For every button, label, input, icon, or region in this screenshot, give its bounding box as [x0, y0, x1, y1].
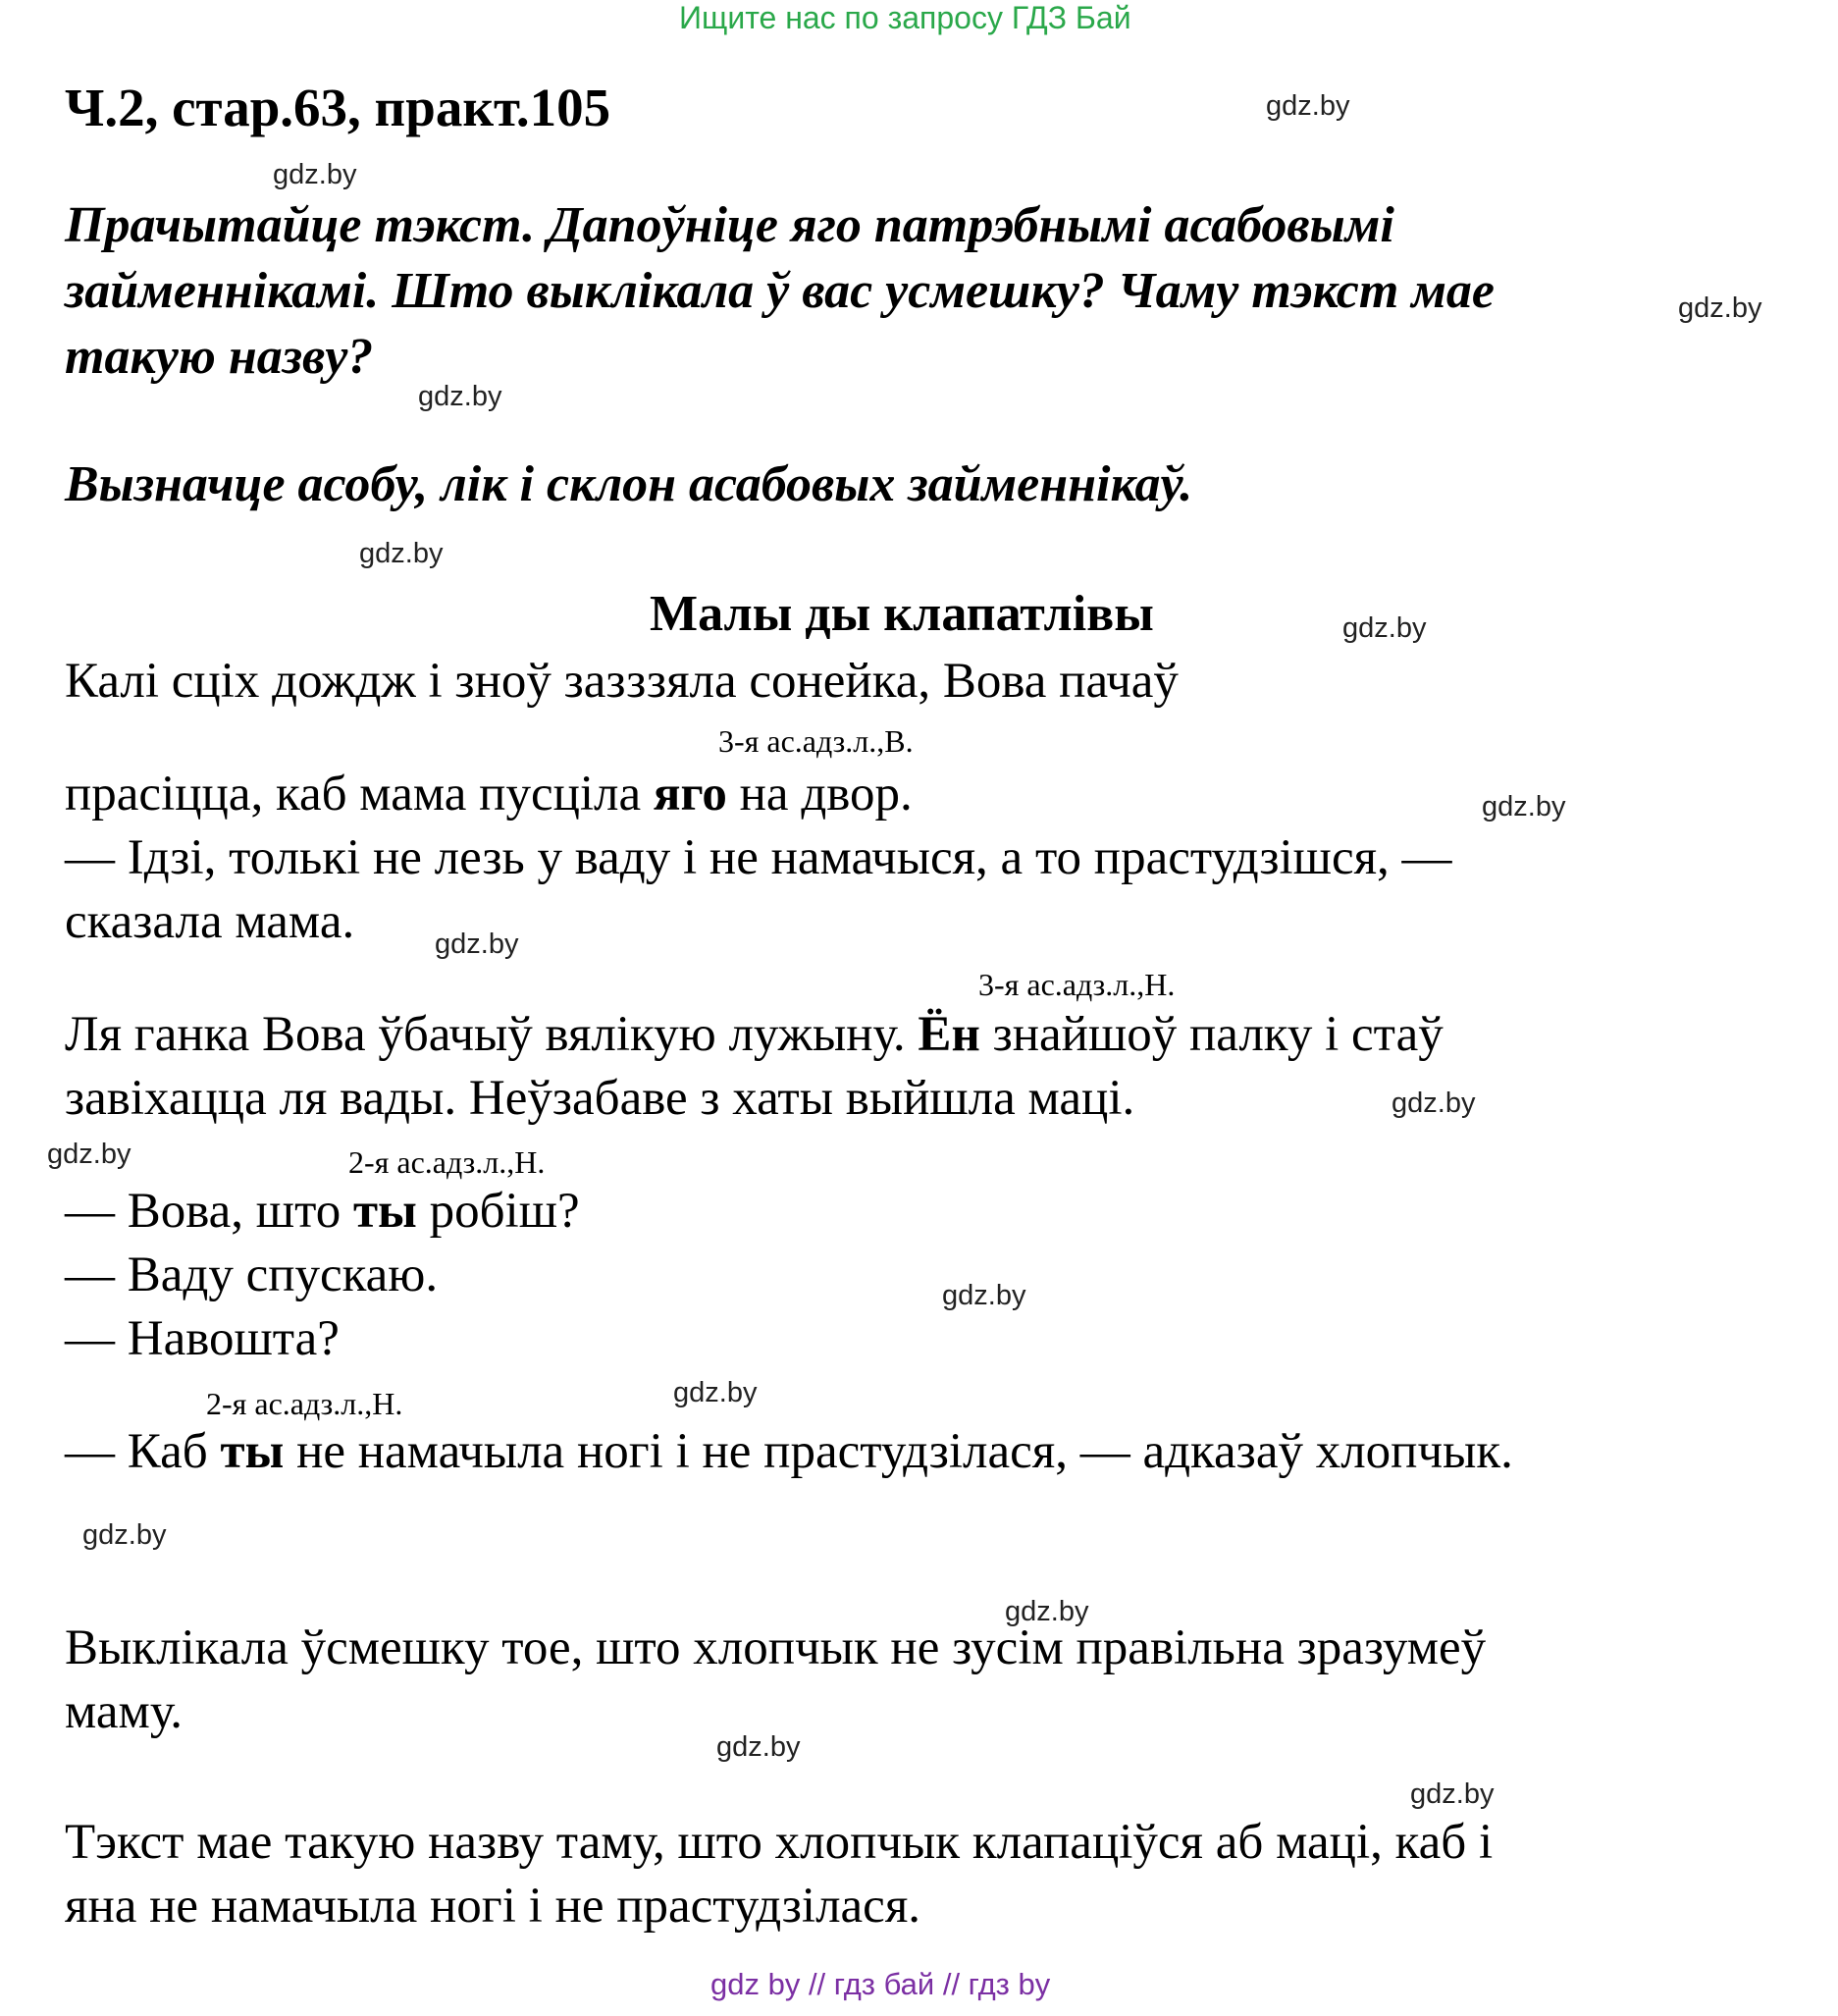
watermark: gdz.by — [1266, 90, 1350, 122]
task-line-2: займеннікамі. Што выклікала ў вас усмешку? Чаму тэкст мае — [65, 263, 1496, 319]
story-line-7-end: робіш? — [416, 1184, 580, 1239]
answer-1-line-2: маму. — [65, 1684, 183, 1739]
story-line-9: — Навошта? — [65, 1311, 340, 1366]
story-title: Малы ды клапатлівы — [650, 586, 1154, 642]
pronoun-ty-1: ты — [352, 1184, 417, 1239]
task-line-3: такую назву? — [65, 329, 374, 385]
watermark: gdz.by — [47, 1139, 131, 1170]
story-line-7-start: — Вова, што — [65, 1184, 353, 1239]
case-note-4: 2-я ас.адз.л.,Н. — [206, 1386, 403, 1421]
search-banner: Ищите нас по запросу ГДЗ Бай — [679, 0, 1131, 35]
watermark: gdz.by — [1005, 1596, 1089, 1627]
answer-2-line-2: яна не намачыла ногі і не прастудзілася. — [65, 1879, 921, 1934]
pronoun-yon: Ён — [918, 1007, 980, 1062]
story-line-6: завіхацца ля вады. Неўзабаве з хаты выйшла маці. — [65, 1071, 1135, 1126]
watermark: gdz.by — [1410, 1778, 1495, 1810]
story-line-10 — [65, 1423, 1513, 1480]
story-line-5 — [65, 1006, 1444, 1063]
story-line-4: сказала мама. — [65, 894, 355, 949]
story-line-2-end: на двор. — [726, 767, 913, 822]
watermark: gdz.by — [273, 159, 357, 190]
story-line-8: — Ваду спускаю. — [65, 1247, 439, 1302]
case-note-1: 3-я ас.адз.л.,В. — [718, 723, 914, 759]
story-line-3: — Ідзі, толькі не лезь у ваду і не намачыся, а то прастудзішся, — — [65, 830, 1452, 885]
task-line-4: Вызначце асобу, лік і склон асабовых займеннікаў. — [65, 456, 1193, 512]
story-line-2-start: прасіцца, каб мама пусціла — [65, 767, 654, 822]
case-note-2: 3-я ас.адз.л.,Н. — [978, 967, 1176, 1002]
task-line-1: Прачытайце тэкст. Дапоўніце яго патрэбнымі асабовымі — [65, 197, 1394, 253]
watermark: gdz.by — [82, 1519, 167, 1551]
story-line-10-end: не намачыла ногі і не прастудзілася, — адказаў хлопчык. — [284, 1424, 1513, 1479]
story-line-5-end: знайшоў палку і стаў — [979, 1007, 1444, 1062]
watermark: gdz.by — [716, 1731, 801, 1763]
watermark: gdz.by — [1342, 612, 1427, 644]
pronoun-ty-2: ты — [220, 1424, 285, 1479]
case-note-3: 2-я ас.адз.л.,Н. — [348, 1144, 546, 1180]
story-line-7 — [65, 1183, 580, 1240]
watermark: gdz.by — [1392, 1088, 1476, 1119]
watermark: gdz.by — [1482, 791, 1566, 822]
story-line-10-start: — Каб — [65, 1424, 221, 1479]
watermark: gdz.by — [418, 381, 502, 412]
watermark: gdz.by — [673, 1377, 758, 1408]
story-line-5-start: Ля ганка Вова ўбачыў вялікую лужыну. — [65, 1007, 919, 1062]
watermark: gdz.by — [359, 538, 444, 569]
watermark: gdz.by — [942, 1280, 1026, 1311]
pronoun-yago: яго — [653, 767, 727, 822]
answer-1-line-1: Выклікала ўсмешку тое, што хлопчык не зусім правільна зразумеў — [65, 1620, 1487, 1675]
story-line-1: Калі сціх дождж і зноў зазззяла сонейка, Вова пачаў — [65, 654, 1179, 709]
watermark: gdz.by — [1678, 292, 1762, 324]
footer-links: gdz by // гдз бай // гдз by — [710, 1967, 1051, 2001]
story-line-2 — [65, 766, 913, 822]
page-title: Ч.2, стар.63, практ.105 — [65, 78, 611, 137]
watermark: gdz.by — [435, 928, 519, 960]
answer-2-line-1: Тэкст мае такую назву таму, што хлопчык клапаціўся аб маці, каб і — [65, 1815, 1494, 1870]
